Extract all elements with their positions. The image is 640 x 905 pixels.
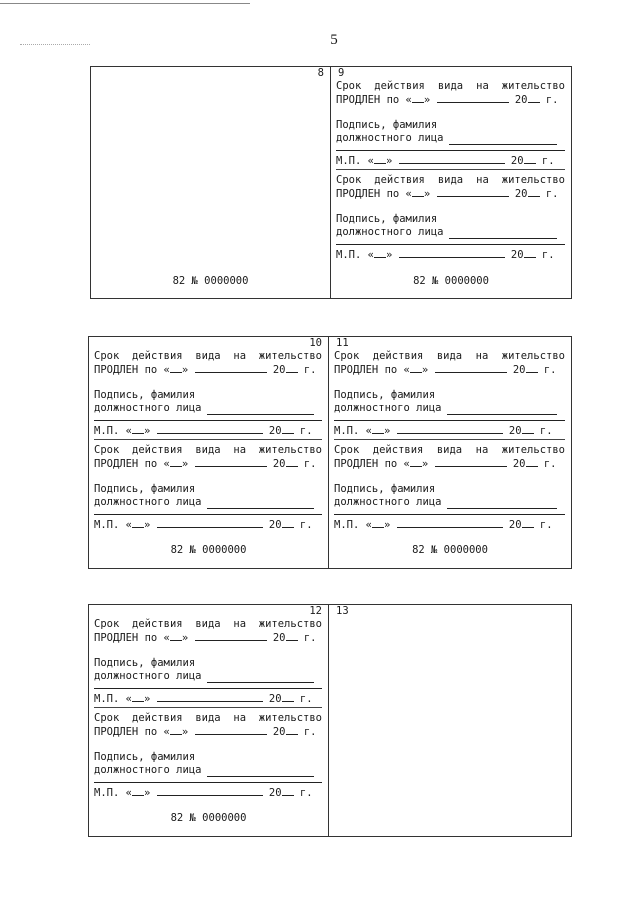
validity-word: жительство: [258, 618, 322, 630]
stamp-day-blank: [132, 786, 144, 796]
signature-label-2: должностного лица: [334, 402, 442, 414]
validity-word: вида: [195, 350, 221, 362]
stamp-month-blank: [397, 518, 503, 528]
stamp-day-blank: [132, 424, 144, 434]
page-11-blocks: [334, 350, 565, 531]
validity-word: на: [476, 80, 489, 92]
year-suffix: г.: [539, 94, 559, 106]
quote-close: »: [181, 364, 189, 376]
page-11-serial: 82 № 0000000: [412, 544, 488, 556]
month-blank: [435, 457, 507, 467]
signature-label-2: должностного лица: [94, 496, 202, 508]
signature-blank: [447, 499, 557, 509]
extended-label: ПРОДЛЕН по «: [336, 188, 412, 200]
spacer: [94, 376, 322, 389]
spacer: [334, 376, 565, 389]
year-suffix: г.: [293, 693, 313, 705]
year-blank: [526, 363, 538, 373]
validity-heading: [334, 444, 565, 457]
stamp-month-blank: [157, 692, 263, 702]
extended-line: [336, 93, 565, 106]
stamp-year-blank: [524, 154, 536, 164]
spacer: [94, 470, 322, 483]
extended-line: [94, 725, 322, 738]
day-blank: [410, 457, 422, 467]
validity-word: вида: [437, 174, 464, 186]
month-blank: [195, 725, 267, 735]
quote-close: »: [383, 519, 391, 531]
stamp-label: М.П. «: [94, 425, 132, 437]
stamp-year-blank: [282, 786, 294, 796]
validity-word: Срок: [336, 80, 362, 92]
year-blank: [286, 457, 298, 467]
validity-word: жительство: [258, 712, 322, 724]
validity-word: Срок: [94, 444, 120, 456]
year-prefix: 20: [512, 364, 526, 376]
month-blank: [195, 457, 267, 467]
day-blank: [412, 93, 424, 103]
signature-blank: [447, 405, 557, 415]
quote-close: »: [143, 519, 151, 531]
stamp-line: [336, 248, 565, 261]
validity-word: на: [233, 444, 247, 456]
spacer: [334, 470, 565, 483]
year-suffix: г.: [297, 364, 317, 376]
signature-extra-line: [94, 687, 322, 689]
stamp-day-blank: [374, 248, 386, 258]
stamp-day-blank: [374, 154, 386, 164]
validity-word: жительство: [501, 444, 565, 456]
signature-line: [94, 496, 322, 509]
year-suffix: г.: [535, 155, 555, 167]
month-blank: [437, 93, 509, 103]
page-10-number: 10: [309, 337, 322, 349]
extended-line: [336, 187, 565, 200]
stamp-year-blank: [282, 424, 294, 434]
validity-heading: [336, 174, 565, 187]
validity-word: на: [476, 174, 489, 186]
quote-close: »: [421, 364, 429, 376]
year-suffix: г.: [537, 458, 557, 470]
entry-divider: [94, 707, 322, 708]
signature-blank: [449, 135, 557, 145]
extended-label: ПРОДЛЕН по «: [94, 458, 170, 470]
year-suffix: г.: [537, 364, 557, 376]
validity-word: Срок: [94, 712, 120, 724]
page-8-number: 8: [317, 67, 324, 79]
validity-heading: [94, 444, 322, 457]
page-12-blocks: [94, 618, 322, 799]
year-suffix: г.: [533, 519, 553, 531]
year-prefix: 20: [272, 364, 286, 376]
year-blank: [526, 457, 538, 467]
year-prefix: 20: [268, 519, 282, 531]
signature-blank: [207, 405, 314, 415]
stamp-line: [94, 692, 322, 705]
signature-label-1: Подпись, фамилия: [94, 657, 196, 669]
validity-heading: [336, 80, 565, 93]
page-8: [91, 67, 331, 298]
signature-label-1: Подпись, фамилия: [94, 751, 196, 763]
validity-word: действия: [132, 712, 183, 724]
extended-label: ПРОДЛЕН по «: [94, 632, 170, 644]
stamp-month-blank: [397, 424, 503, 434]
validity-word: вида: [437, 80, 464, 92]
stamp-month-blank: [157, 424, 263, 434]
stamp-label: М.П. «: [94, 693, 132, 705]
page-10-serial: 82 № 0000000: [170, 544, 247, 556]
signature-label-2: должностного лица: [94, 764, 202, 776]
validity-word: вида: [195, 618, 221, 630]
signature-label-1: Подпись, фамилия: [334, 389, 436, 401]
page-13: [329, 605, 571, 836]
validity-word: Срок: [336, 174, 362, 186]
extended-label: ПРОДЛЕН по «: [94, 726, 170, 738]
signature-label-2: должностного лица: [334, 496, 442, 508]
page-12: [89, 605, 329, 836]
stamp-line: [334, 424, 565, 437]
spacer: [336, 106, 565, 119]
year-prefix: 20: [268, 787, 282, 799]
quote-close: »: [181, 458, 189, 470]
validity-word: на: [233, 350, 247, 362]
year-blank: [528, 93, 540, 103]
year-prefix: 20: [510, 155, 524, 167]
page-8-serial: 82 № 0000000: [172, 275, 249, 287]
quote-close: »: [421, 458, 429, 470]
signature-label-1: Подпись, фамилия: [94, 483, 196, 495]
stamp-line: [94, 424, 322, 437]
stamp-line: [334, 518, 565, 531]
validity-word: жительство: [501, 350, 565, 362]
page-9: [331, 67, 571, 298]
extended-label: ПРОДЛЕН по «: [334, 458, 410, 470]
stamp-label: М.П. «: [94, 787, 132, 799]
spacer: [94, 738, 322, 751]
page-11-number: 11: [336, 337, 349, 349]
quote-close: »: [143, 787, 151, 799]
stamp-year-blank: [522, 518, 534, 528]
page-9-number: 9: [338, 67, 345, 79]
signature-label-2: должностного лица: [336, 226, 444, 238]
stamp-day-blank: [372, 424, 384, 434]
scan-edge-line: [0, 3, 250, 4]
day-blank: [170, 457, 182, 467]
validity-word: на: [233, 712, 247, 724]
stamp-month-blank: [157, 786, 263, 796]
validity-heading: [94, 618, 322, 631]
validity-word: вида: [195, 712, 221, 724]
validity-word: на: [475, 444, 489, 456]
day-blank: [410, 363, 422, 373]
year-blank: [286, 725, 298, 735]
spread-10-11: [88, 336, 572, 569]
signature-label-1: Подпись, фамилия: [334, 483, 436, 495]
year-suffix: г.: [293, 425, 313, 437]
validity-word: действия: [372, 350, 424, 362]
page-9-serial: 82 № 0000000: [413, 275, 489, 287]
validity-word: действия: [374, 80, 425, 92]
year-suffix: г.: [297, 726, 317, 738]
year-prefix: 20: [268, 425, 282, 437]
year-suffix: г.: [535, 249, 555, 261]
extended-label: ПРОДЛЕН по «: [334, 364, 410, 376]
year-prefix: 20: [508, 425, 522, 437]
page-11: [329, 337, 571, 568]
extended-line: [94, 631, 322, 644]
quote-close: »: [385, 155, 393, 167]
validity-word: вида: [195, 444, 221, 456]
validity-word: действия: [372, 444, 424, 456]
validity-word: Срок: [334, 350, 360, 362]
day-blank: [170, 631, 182, 641]
stamp-line: [94, 786, 322, 799]
page-12-serial: 82 № 0000000: [170, 812, 247, 824]
signature-extra-line: [334, 513, 565, 515]
quote-close: »: [143, 425, 151, 437]
signature-line: [334, 496, 565, 509]
signature-extra-line: [334, 419, 565, 421]
signature-extra-line: [94, 781, 322, 783]
month-blank: [195, 363, 267, 373]
year-prefix: 20: [268, 693, 282, 705]
signature-extra-line: [336, 243, 565, 245]
signature-line: [336, 226, 565, 239]
signature-label-2: должностного лица: [94, 402, 202, 414]
month-blank: [195, 631, 267, 641]
signature-blank: [207, 499, 314, 509]
year-suffix: г.: [297, 632, 317, 644]
quote-close: »: [423, 188, 431, 200]
year-prefix: 20: [272, 632, 286, 644]
spacer: [336, 200, 565, 213]
year-prefix: 20: [512, 458, 526, 470]
day-blank: [170, 725, 182, 735]
page-number: 5: [330, 32, 338, 48]
stamp-label: М.П. «: [94, 519, 132, 531]
extended-line: [334, 457, 565, 470]
year-blank: [286, 363, 298, 373]
signature-blank: [207, 673, 314, 683]
year-prefix: 20: [272, 726, 286, 738]
validity-heading: [94, 350, 322, 363]
validity-word: действия: [132, 444, 183, 456]
extended-line: [94, 363, 322, 376]
validity-word: вида: [436, 350, 463, 362]
stamp-line: [336, 154, 565, 167]
spread-12-13: [88, 604, 572, 837]
validity-word: жительство: [501, 80, 565, 92]
year-prefix: 20: [510, 249, 524, 261]
stamp-day-blank: [132, 518, 144, 528]
signature-label-2: должностного лица: [336, 132, 444, 144]
year-prefix: 20: [514, 94, 528, 106]
year-suffix: г.: [293, 787, 313, 799]
stamp-year-blank: [282, 692, 294, 702]
month-blank: [435, 363, 507, 373]
year-suffix: г.: [539, 188, 559, 200]
year-suffix: г.: [533, 425, 553, 437]
signature-label-1: Подпись, фамилия: [336, 119, 438, 131]
spread-8-9: [90, 66, 572, 299]
page-9-blocks: [336, 80, 565, 261]
page-12-number: 12: [309, 605, 322, 617]
entry-divider: [334, 439, 565, 440]
signature-blank: [449, 229, 557, 239]
signature-extra-line: [94, 513, 322, 515]
year-prefix: 20: [508, 519, 522, 531]
extended-label: ПРОДЛЕН по «: [94, 364, 170, 376]
validity-word: на: [475, 350, 489, 362]
validity-heading: [334, 350, 565, 363]
signature-line: [334, 402, 565, 415]
quote-close: »: [383, 425, 391, 437]
month-blank: [437, 187, 509, 197]
signature-line: [336, 132, 565, 145]
page-13-number: 13: [336, 605, 349, 617]
validity-word: Срок: [334, 444, 360, 456]
signature-label-1: Подпись, фамилия: [336, 213, 438, 225]
stamp-month-blank: [157, 518, 263, 528]
signature-blank: [207, 767, 314, 777]
signature-line: [94, 764, 322, 777]
stamp-line: [94, 518, 322, 531]
stamp-day-blank: [132, 692, 144, 702]
quote-close: »: [181, 632, 189, 644]
quote-close: »: [423, 94, 431, 106]
spacer: [94, 644, 322, 657]
year-suffix: г.: [293, 519, 313, 531]
validity-word: жительство: [501, 174, 565, 186]
day-blank: [170, 363, 182, 373]
validity-word: на: [233, 618, 247, 630]
validity-word: Срок: [94, 350, 120, 362]
stamp-label: М.П. «: [336, 155, 374, 167]
validity-word: жительство: [258, 444, 322, 456]
page-10-blocks: [94, 350, 322, 531]
signature-label-1: Подпись, фамилия: [94, 389, 196, 401]
quote-close: »: [385, 249, 393, 261]
signature-extra-line: [336, 149, 565, 151]
extended-label: ПРОДЛЕН по «: [336, 94, 412, 106]
validity-word: Срок: [94, 618, 120, 630]
year-blank: [528, 187, 540, 197]
stamp-month-blank: [399, 154, 505, 164]
page-10: [89, 337, 329, 568]
validity-word: действия: [132, 350, 183, 362]
stamp-label: М.П. «: [334, 425, 372, 437]
year-suffix: г.: [297, 458, 317, 470]
day-blank: [412, 187, 424, 197]
year-prefix: 20: [514, 188, 528, 200]
stamp-year-blank: [282, 518, 294, 528]
year-blank: [286, 631, 298, 641]
entry-divider: [94, 439, 322, 440]
validity-word: вида: [436, 444, 463, 456]
signature-line: [94, 670, 322, 683]
stamp-day-blank: [372, 518, 384, 528]
quote-close: »: [143, 693, 151, 705]
extended-line: [334, 363, 565, 376]
signature-label-2: должностного лица: [94, 670, 202, 682]
entry-divider: [336, 169, 565, 170]
quote-close: »: [181, 726, 189, 738]
stamp-label: М.П. «: [336, 249, 374, 261]
stamp-year-blank: [522, 424, 534, 434]
signature-extra-line: [94, 419, 322, 421]
validity-word: жительство: [258, 350, 322, 362]
extended-line: [94, 457, 322, 470]
year-prefix: 20: [272, 458, 286, 470]
stamp-label: М.П. «: [334, 519, 372, 531]
stamp-month-blank: [399, 248, 505, 258]
signature-line: [94, 402, 322, 415]
validity-word: действия: [132, 618, 183, 630]
validity-heading: [94, 712, 322, 725]
stamp-year-blank: [524, 248, 536, 258]
validity-word: действия: [374, 174, 425, 186]
